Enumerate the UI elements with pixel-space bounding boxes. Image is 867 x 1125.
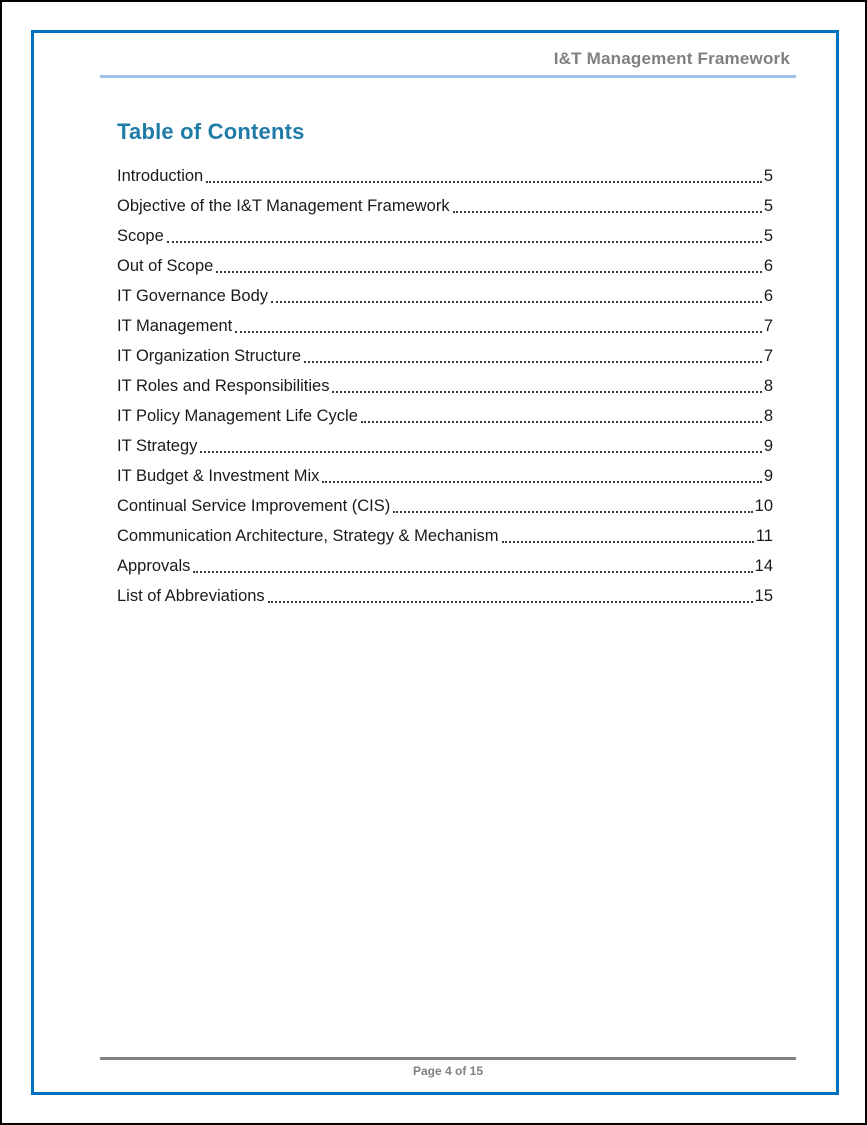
toc-entry[interactable]	[117, 281, 773, 311]
toc-page-number[interactable]: 14	[754, 557, 773, 575]
toc-entry[interactable]	[117, 431, 773, 461]
toc-page-number[interactable]: 9	[763, 467, 773, 485]
toc-entry[interactable]	[117, 371, 773, 401]
toc-entry-label[interactable]: IT Management	[117, 317, 233, 335]
toc-dot-leader	[502, 541, 754, 543]
toc-entry-label[interactable]: IT Governance Body	[117, 287, 269, 305]
toc-entry-label[interactable]: IT Organization Structure	[117, 347, 302, 365]
toc-entry[interactable]	[117, 521, 773, 551]
toc-entry[interactable]	[117, 341, 773, 371]
header-rule	[100, 75, 796, 78]
toc-dot-leader	[332, 391, 761, 393]
toc-entry-label[interactable]: List of Abbreviations	[117, 587, 265, 605]
toc-entry[interactable]	[117, 251, 773, 281]
toc-heading: Table of Contents	[117, 119, 305, 144]
toc-page-number[interactable]: 6	[763, 257, 773, 275]
toc-dot-leader	[268, 601, 753, 603]
toc-dot-leader	[453, 211, 762, 213]
toc-page-number[interactable]: 5	[763, 227, 773, 245]
document-header-title: I&T Management Framework	[553, 49, 790, 68]
toc-dot-leader	[193, 571, 752, 573]
toc-entry[interactable]	[117, 161, 773, 191]
toc-page-number[interactable]: 10	[754, 497, 773, 515]
toc-page-number[interactable]: 7	[763, 317, 773, 335]
toc-dot-leader	[304, 361, 762, 363]
toc-dot-leader	[167, 241, 762, 243]
toc-dot-leader	[271, 301, 762, 303]
page-number-label: Page 4 of 15	[412, 1064, 484, 1078]
toc-page-number[interactable]: 7	[763, 347, 773, 365]
toc-dot-leader	[361, 421, 762, 423]
toc-entry[interactable]	[117, 191, 773, 221]
toc-page-number[interactable]: 5	[763, 197, 773, 215]
toc-page-number[interactable]: 6	[763, 287, 773, 305]
toc-page-number[interactable]: 8	[763, 407, 773, 425]
toc-page-number[interactable]: 11	[755, 527, 773, 545]
toc-page-number[interactable]: 8	[763, 377, 773, 395]
toc-entry-label[interactable]: IT Policy Management Life Cycle	[117, 407, 358, 425]
toc-dot-leader	[393, 511, 752, 513]
toc-entry[interactable]	[117, 551, 773, 581]
toc-entry-label[interactable]: Objective of the I&T Management Framework	[117, 197, 450, 215]
toc-dot-leader	[216, 271, 762, 273]
toc-entry-label[interactable]: Communication Architecture, Strategy & Mechanism	[117, 527, 499, 545]
toc-entry[interactable]	[117, 491, 773, 521]
toc-entry-label[interactable]: Out of Scope	[117, 257, 214, 275]
toc-page-number[interactable]: 15	[754, 587, 773, 605]
toc-entry[interactable]	[117, 581, 773, 611]
toc-entry[interactable]	[117, 221, 773, 251]
toc-dot-leader	[206, 181, 762, 183]
toc-list	[117, 161, 773, 611]
toc-dot-leader	[200, 451, 761, 453]
toc-page-number[interactable]: 5	[763, 167, 773, 185]
toc-page-number[interactable]: 9	[763, 437, 773, 455]
toc-entry-label[interactable]: IT Strategy	[117, 437, 198, 455]
toc-entry-label[interactable]: IT Roles and Responsibilities	[117, 377, 330, 395]
toc-entry[interactable]	[117, 401, 773, 431]
page-border-frame	[31, 30, 839, 1095]
toc-entry-label[interactable]: Introduction	[117, 167, 204, 185]
toc-dot-leader	[322, 481, 761, 483]
toc-entry-label[interactable]: Approvals	[117, 557, 191, 575]
toc-entry-label[interactable]: Continual Service Improvement (CIS)	[117, 497, 391, 515]
toc-entry[interactable]	[117, 461, 773, 491]
toc-dot-leader	[235, 331, 762, 333]
toc-entry-label[interactable]: IT Budget & Investment Mix	[117, 467, 320, 485]
toc-entry-label[interactable]: Scope	[117, 227, 164, 245]
toc-entry[interactable]	[117, 311, 773, 341]
footer-rule	[100, 1057, 796, 1060]
